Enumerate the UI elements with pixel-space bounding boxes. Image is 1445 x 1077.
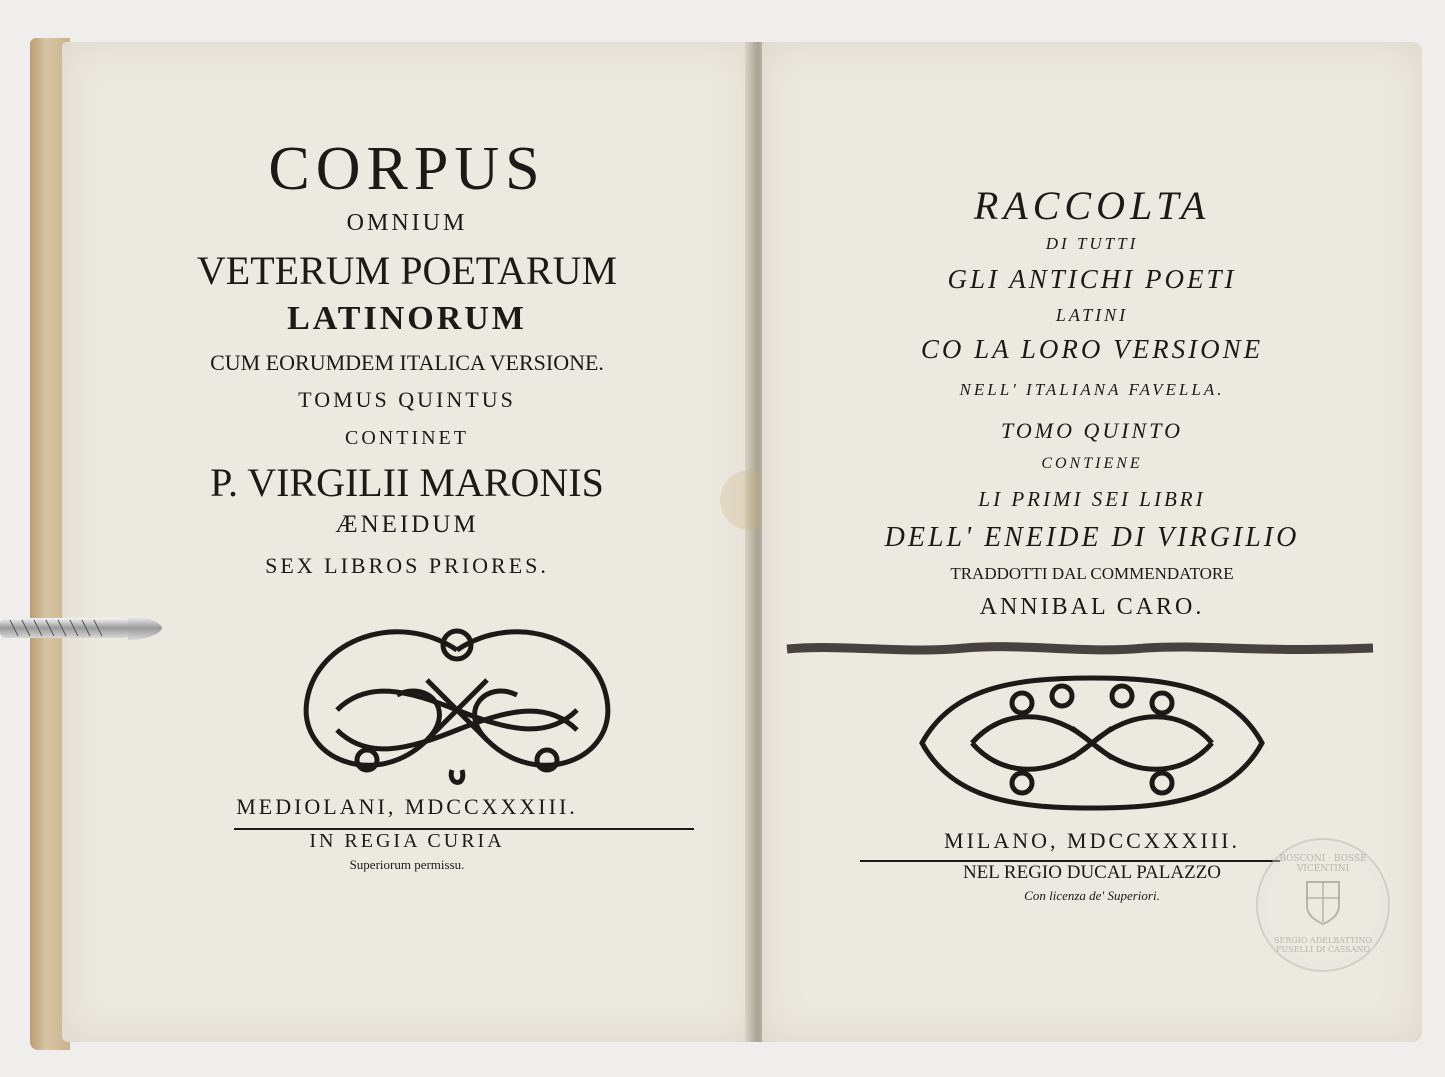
- right-line-primi-sei: LI PRIMI SEI LIBRI: [978, 487, 1206, 511]
- left-line-latinorum: LATINORUM: [287, 300, 527, 337]
- left-line-veterum: VETERUM POETARUM: [196, 248, 618, 293]
- left-line-sex-libros: SEX LIBROS PRIORES.: [265, 553, 549, 578]
- stamp-text-bottom: SERGIO ADELBATTINO FUSELLI DI CASSANO: [1273, 936, 1373, 954]
- right-imprint-licenza: Con licenza de' Superiori.: [1024, 888, 1160, 903]
- left-line-virgilii: P. VIRGILII MARONIS: [210, 460, 604, 505]
- library-stamp: [1256, 838, 1390, 972]
- ink-strikethrough: [785, 640, 1375, 658]
- right-imprint-place: MILANO, MDCCXXXIII.: [944, 828, 1240, 853]
- right-line-eneide: DELL' ENEIDE DI VIRGILIO: [884, 522, 1300, 553]
- right-title: RACCOLTA: [973, 183, 1211, 228]
- stamp-text-top: BOSCONI · BOSSE VICENTINI: [1279, 854, 1367, 874]
- silver-pen-clip: [0, 608, 162, 648]
- left-imprint-curia: IN REGIA CURIA: [309, 830, 505, 852]
- left-imprint-permission: Superiorum permissu.: [349, 857, 465, 872]
- left-title: CORPUS: [268, 135, 546, 203]
- left-line-versione: CUM EORUMDEM ITALICA VERSIONE.: [210, 350, 604, 375]
- right-line-di-tutti: DI TUTTI: [1045, 234, 1139, 253]
- right-imprint-palazzo: NEL REGIO DUCAL PALAZZO: [962, 862, 1222, 883]
- right-line-tomo: TOMO QUINTO: [1001, 418, 1183, 443]
- left-line-aeneidum: ÆNEIDUM: [335, 511, 479, 538]
- right-line-annibal: ANNIBAL CARO.: [979, 594, 1205, 620]
- left-page: [62, 42, 752, 1042]
- right-line-versione: CO LA LORO VERSIONE: [920, 334, 1264, 364]
- left-imprint-place: MEDIOLANI, MDCCXXXIII.: [236, 794, 578, 819]
- left-line-tomus: TOMUS QUINTUS: [298, 387, 516, 412]
- right-line-contiene: CONTIENE: [1041, 455, 1143, 472]
- left-line-omnium: OMNIUM: [346, 210, 468, 236]
- right-line-traddotti: TRADDOTTI DAL COMMENDATORE: [950, 564, 1234, 583]
- right-line-antichi: GLI ANTICHI POETI: [947, 264, 1237, 294]
- left-line-continet: CONTINET: [345, 427, 469, 449]
- right-line-favella: NELL' ITALIANA FAVELLA.: [959, 380, 1225, 399]
- right-line-latini: LATINI: [1055, 305, 1129, 325]
- right-ornament: [912, 668, 1272, 818]
- left-ornament: [277, 620, 637, 795]
- coat-of-arms-icon: [1303, 878, 1343, 926]
